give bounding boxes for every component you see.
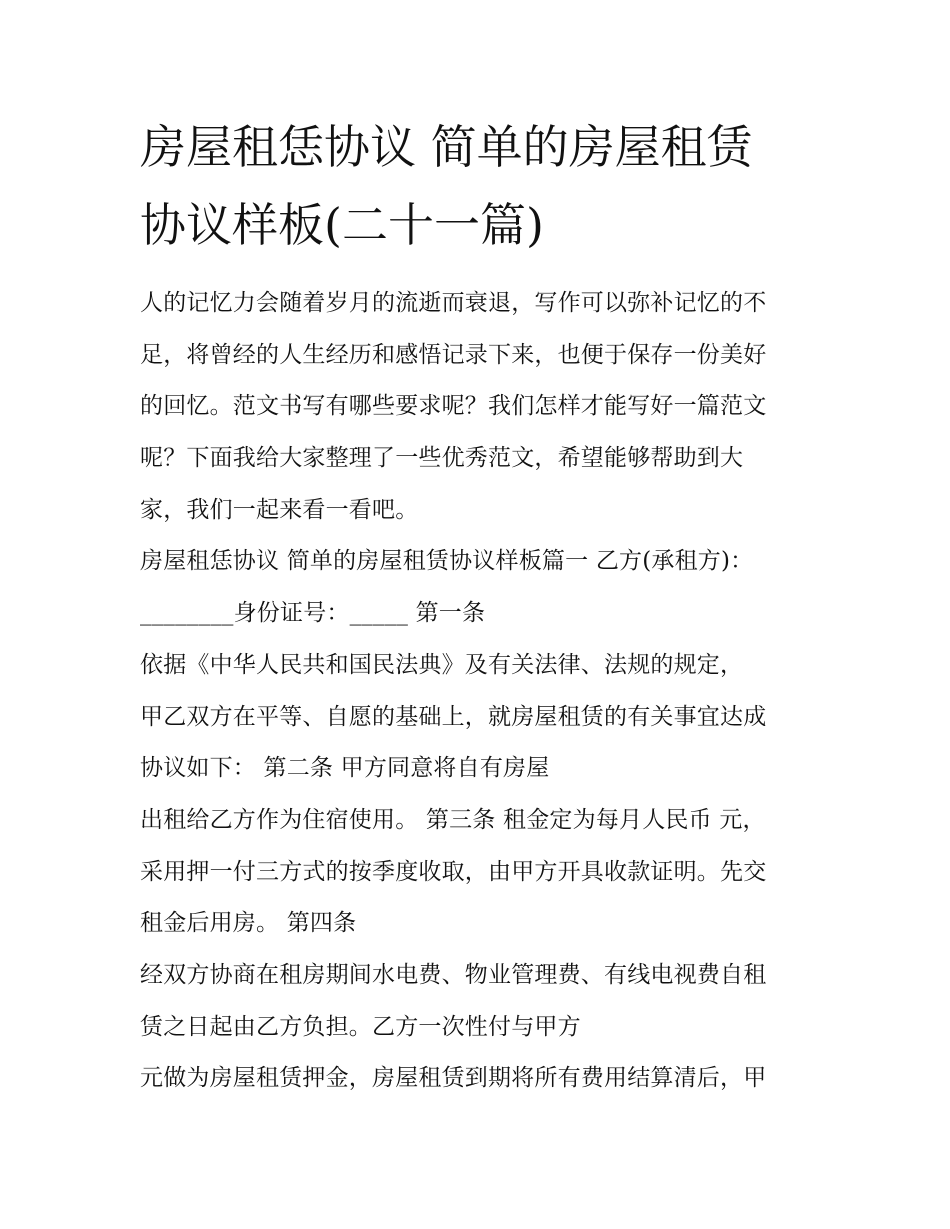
body-line: 甲乙双方在平等、自愿的基础上，就房屋租赁的有关事宜达成 xyxy=(140,703,767,730)
body-line: 元做为房屋租赁押金，房屋租赁到期将所有费用结算清后，甲 xyxy=(140,1065,767,1092)
body-line: 租金后用房。 第四条 xyxy=(140,910,357,937)
body-line: ________身份证号：_____ 第一条 xyxy=(140,600,486,627)
body-line: 经双方协商在租房期间水电费、物业管理费、有线电视费自租 xyxy=(140,961,767,988)
document-title xyxy=(140,108,830,264)
title-line: 房屋租恁协议 简单的房屋租赁 xyxy=(140,120,753,174)
title-line: 协议样板(二十一篇) xyxy=(140,198,544,252)
body-line: 赁之日起由乙方负担。乙方一次性付与甲方 xyxy=(140,1013,581,1040)
body-line: 出租给乙方作为住宿使用。 第三条 租金定为每月人民币 元， xyxy=(140,806,766,833)
body-line: 房屋租恁协议 简单的房屋租赁协议样板篇一 乙方(承租方)： xyxy=(140,548,754,575)
body-line: 依据《中华人民共和国民法典》及有关法律、法规的规定， xyxy=(140,651,744,678)
body-line: 足，将曾经的人生经历和感悟记录下来，也便于保存一份美好 xyxy=(140,341,767,368)
body-line: 的回忆。范文书写有哪些要求呢？我们怎样才能写好一篇范文 xyxy=(140,393,767,420)
document-body xyxy=(140,278,830,1105)
body-line: 呢？下面我给大家整理了一些优秀范文，希望能够帮助到大 xyxy=(140,445,744,472)
body-line: 人的记忆力会随着岁月的流逝而衰退，写作可以弥补记忆的不 xyxy=(140,290,767,316)
body-line: 协议如下： 第二条 甲方同意将自有房屋 xyxy=(140,755,550,782)
body-line: 采用押一付三方式的按季度收取，由甲方开具收款证明。先交 xyxy=(140,858,767,885)
body-line: 家，我们一起来看一看吧。 xyxy=(140,496,419,523)
